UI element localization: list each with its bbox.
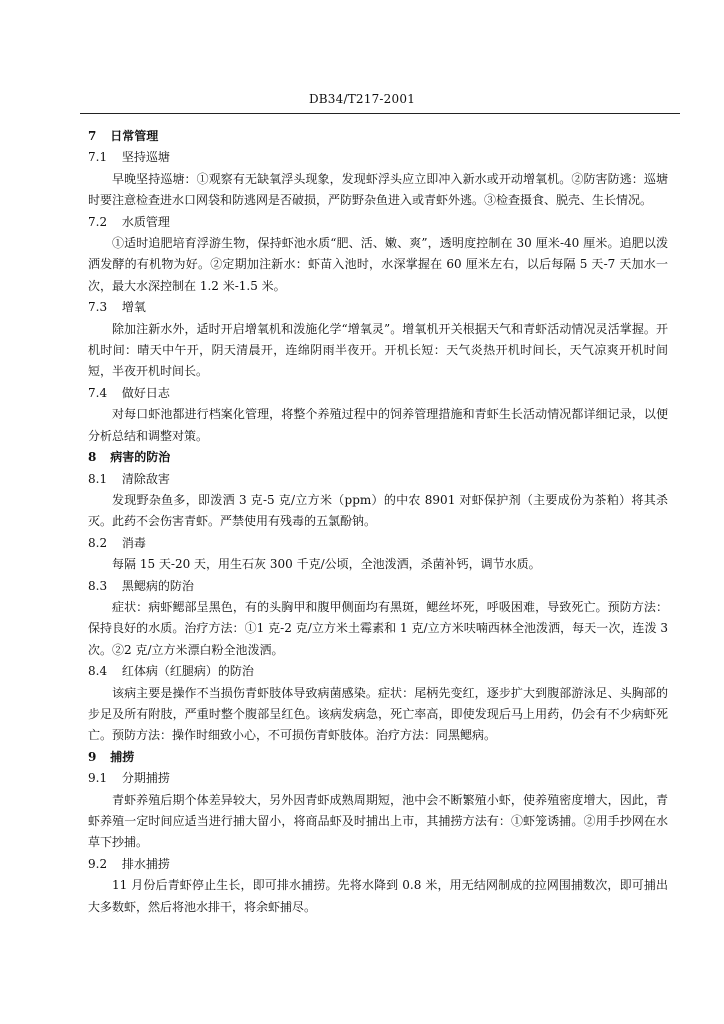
subsection-heading: 9.2 排水捕捞 bbox=[88, 856, 170, 871]
paragraph: 症状：病虾鳃部呈黑色，有的头胸甲和腹甲侧面均有黑斑，鳃丝坏死，呼吸困难，导致死亡。预防方法：保持良好的水质。治疗方法：①1 克-2 克/立方米土霉素和 1 克/立方米呋喃西林全池泼洒，每天一次，连泼 3 次。②2 克/立方米漂白粉全池泼洒。 bbox=[88, 599, 668, 657]
subsection-heading: 7.4 做好日志 bbox=[88, 385, 170, 400]
section-heading: 7 日常管理 bbox=[88, 129, 159, 143]
subsection-heading: 8.2 消毒 bbox=[88, 535, 146, 550]
paragraph: 早晚坚持巡塘：①观察有无缺氧浮头现象，发现虾浮头应立即冲入新水或开动增氧机。②防害防逃：巡塘时要注意检查进水口网袋和防逃网是否破损，严防野杂鱼进入或青虾外逃。③检查摄食、脱壳、生长情况。 bbox=[88, 171, 668, 208]
paragraph: 除加注新水外，适时开启增氧机和泼施化学“增氧灵”。增氧机开关根据天气和青虾活动情况灵活掌握。开机时间：晴天中午开，阴天清晨开，连绵阴雨半夜开。开机长短：天气炎热开机时间长，天气凉爽开机时间短，半夜开机时间长。 bbox=[88, 321, 668, 379]
paragraph: 发现野杂鱼多，即泼洒 3 克-5 克/立方米（ppm）的中农 8901 对虾保护剂（主要成份为茶粕）将其杀灭。此药不会伤害青虾。严禁使用有残毒的五氯酚钠。 bbox=[88, 492, 668, 529]
paragraph: 青虾养殖后期个体差异较大，另外因青虾成熟周期短，池中会不断繁殖小虾，使养殖密度增大，因此，青虾养殖一定时间应适当进行捕大留小，将商品虾及时捕出上市，其捕捞方法有：①虾笼诱捕。②用手抄网在水草下抄捕。 bbox=[88, 792, 668, 850]
section-heading: 9 捕捞 bbox=[88, 749, 135, 764]
document-body bbox=[88, 126, 668, 918]
subsection-heading: 7.3 增氧 bbox=[88, 300, 146, 315]
paragraph: 11 月份后青虾停止生长，即可排水捕捞。先将水降到 0.8 米，用无结网制成的拉网围捕数次，即可捕出大多数虾，然后将池水排干，将余虾捕尽。 bbox=[88, 878, 668, 914]
subsection-heading: 7.2 水质管理 bbox=[88, 214, 170, 229]
header-divider bbox=[80, 113, 680, 114]
subsection-heading: 8.1 清除敌害 bbox=[88, 471, 170, 486]
subsection-heading: 7.1 坚持巡塘 bbox=[88, 150, 170, 165]
paragraph: 该病主要是操作不当损伤青虾肢体导致病菌感染。症状：尾柄先变红，逐步扩大到腹部游泳足、头胸部的步足及所有附肢，严重时整个腹部呈红色。该病发病急，死亡率高，即使发现后马上用药，仍会有不少病虾死亡。预防方法：操作时细致小心，不可损伤青虾肢体。治疗方法：同黑鳃病。 bbox=[88, 685, 668, 743]
section-heading: 8 病害的防治 bbox=[88, 450, 171, 465]
standard-code-header: DB34/T217-2001 bbox=[308, 92, 416, 106]
subsection-heading: 9.1 分期捕捞 bbox=[88, 771, 170, 786]
paragraph: 每隔 15 天-20 天，用生石灰 300 千克/公顷，全池泼洒，杀菌补钙，调节水质。 bbox=[112, 557, 541, 572]
paragraph: ①适时追肥培育浮游生物，保持虾池水质“肥、活、嫩、爽”，透明度控制在 30 厘米-40 厘米。追肥以泼洒发酵的有机物为好。②定期加注新水：虾苗入池时，水深掌握在 60 厘米左右，以后每隔 5 天-7 天加水一次，最大水深控制在 1.2 米-1.5 米。 bbox=[88, 236, 668, 293]
subsection-heading: 8.4 红体病（红腿病）的防治 bbox=[88, 664, 254, 679]
paragraph: 对每口虾池都进行档案化管理，将整个养殖过程中的饲养管理措施和青虾生长活动情况都详细记录，以便分析总结和调整对策。 bbox=[88, 407, 668, 443]
subsection-heading: 8.3 黑鳃病的防治 bbox=[88, 578, 194, 593]
